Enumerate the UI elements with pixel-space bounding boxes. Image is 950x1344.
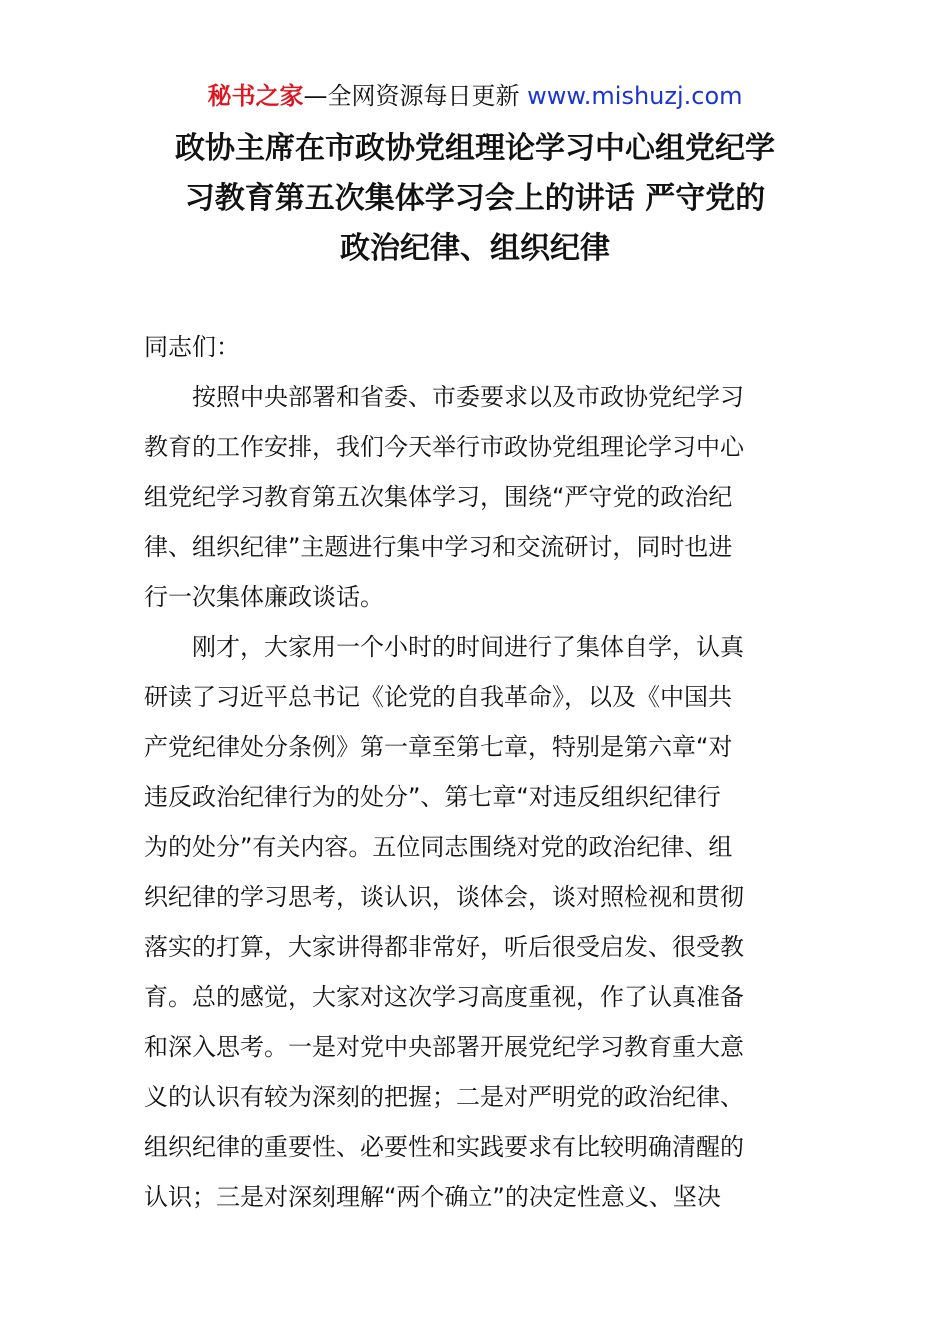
brand-name: 秘书之家	[207, 82, 304, 110]
title-line: 政治纪律、组织纪律	[340, 231, 610, 266]
text-line: 组织纪律的重要性、必要性和实践要求有比较明确清醒的	[144, 1133, 744, 1161]
text-line: 和深入思考。一是对党中央部署开展党纪学习教育重大意	[144, 1033, 744, 1061]
paragraph-2	[144, 622, 804, 1222]
text-line: 按照中央部署和省委、市委要求以及市政协党纪学习	[192, 383, 744, 411]
text-line: 为的处分”有关内容。五位同志围绕对党的政治纪律、组	[144, 833, 733, 861]
text-line: 组党纪学习教育第五次集体学习，围绕“严守党的政治纪	[144, 483, 733, 511]
title-line: 习教育第五次集体学习会上的讲话 严守党的	[184, 181, 766, 216]
text-line: 义的认识有较为深刻的把握；二是对严明党的政治纪律、	[144, 1083, 744, 1111]
site-url-link[interactable]: www.mishuzj.com	[527, 82, 743, 110]
text-line: 育。总的感觉，大家对这次学习高度重视，作了认真准备	[144, 983, 744, 1011]
text-line: 违反政治纪律行为的处分”、第七章“对违反组织纪律行	[144, 783, 721, 811]
paragraph-1	[144, 372, 804, 622]
text-line: 产党纪律处分条例》第一章至第七章，特别是第六章“对	[144, 733, 733, 761]
text-line: 行一次集体廉政谈话。	[144, 583, 384, 611]
text-line: 研读了习近平总书记《论党的自我革命》，以及《中国共	[144, 683, 732, 711]
text-line: 教育的工作安排，我们今天举行市政协党组理论学习中心	[144, 433, 744, 461]
document-title	[130, 124, 820, 274]
header-tagline: —全网资源每日更新	[303, 82, 528, 110]
document-body	[144, 322, 804, 1222]
site-header	[0, 80, 950, 112]
title-line: 政协主席在市政协党组理论学习中心组党纪学	[175, 131, 775, 166]
text-line: 织纪律的学习思考，谈认识，谈体会，谈对照检视和贯彻	[144, 883, 744, 911]
salutation: 同志们：	[144, 333, 240, 361]
text-line: 认识；三是对深刻理解“两个确立”的决定性意义、坚决	[144, 1183, 721, 1211]
text-line: 律、组织纪律”主题进行集中学习和交流研讨，同时也进	[144, 533, 733, 561]
text-line: 落实的打算，大家讲得都非常好，听后很受启发、很受教	[144, 933, 744, 961]
text-line: 刚才，大家用一个小时的时间进行了集体自学，认真	[192, 633, 744, 661]
